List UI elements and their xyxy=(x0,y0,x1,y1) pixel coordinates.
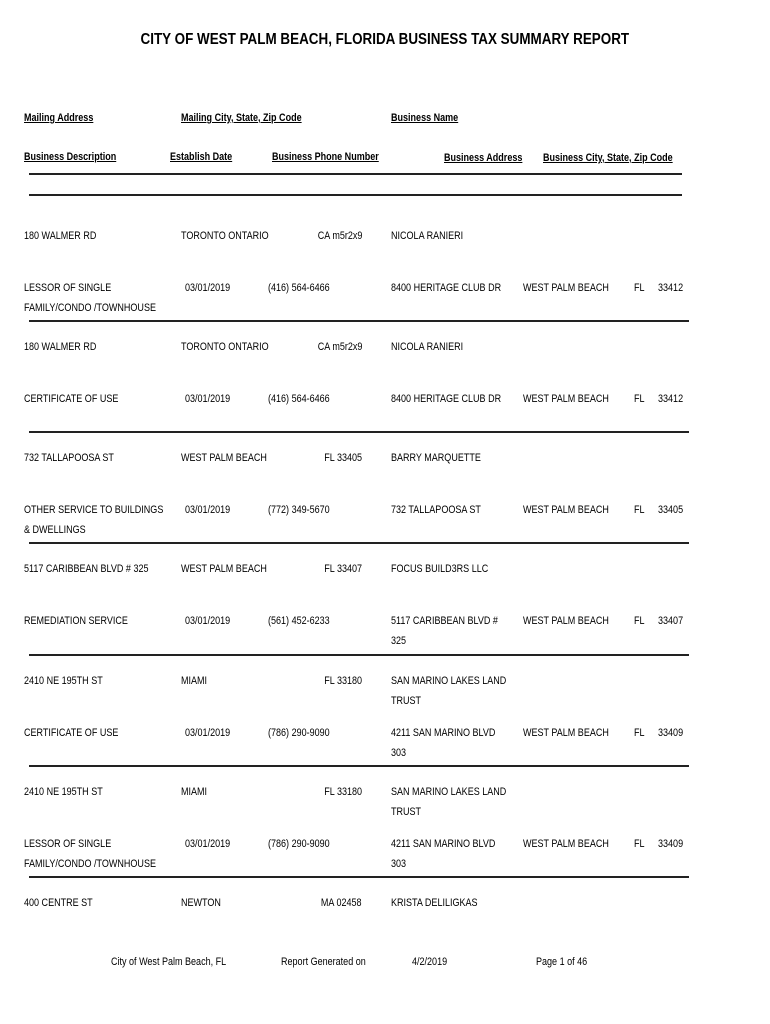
business-name: SAN MARINO LAKES LAND xyxy=(391,786,507,798)
business-address: 8400 HERITAGE CLUB DR xyxy=(391,393,502,405)
mailing-city: TORONTO ONTARIO xyxy=(181,341,269,353)
business-address: 303 xyxy=(391,858,407,870)
business-phone: (772) 349-5670 xyxy=(268,504,330,516)
header-business-description: Business Description xyxy=(24,151,117,163)
business-address: 325 xyxy=(391,635,407,647)
mailing-address: 180 WALMER RD xyxy=(24,341,97,353)
business-description: & DWELLINGS xyxy=(24,524,86,536)
mailing-address: 2410 NE 195TH ST xyxy=(24,675,103,687)
mailing-state-zip: FL 33180 xyxy=(324,675,362,687)
business-description: OTHER SERVICE TO BUILDINGS xyxy=(24,504,164,516)
mailing-state-zip: CA m5r2x9 xyxy=(317,230,362,242)
business-phone: (786) 290-9090 xyxy=(268,838,330,850)
mailing-state-zip: FL 33407 xyxy=(324,563,362,575)
business-zip: 33412 xyxy=(658,393,684,405)
header-business-phone: Business Phone Number xyxy=(272,151,379,163)
mailing-city: MIAMI xyxy=(181,675,208,687)
header-business-city: Business City, State, Zip Code xyxy=(543,152,673,164)
business-state: FL xyxy=(634,615,645,627)
business-name: TRUST xyxy=(391,695,422,707)
business-state: FL xyxy=(634,727,645,739)
business-description: FAMILY/CONDO /TOWNHOUSE xyxy=(24,302,156,314)
business-name: KRISTA DELILIGKAS xyxy=(391,897,478,909)
business-phone: (416) 564-6466 xyxy=(268,393,330,405)
business-name: NICOLA RANIERI xyxy=(391,230,464,242)
mailing-state-zip: FL 33405 xyxy=(324,452,362,464)
mailing-address: 2410 NE 195TH ST xyxy=(24,786,103,798)
business-name: TRUST xyxy=(391,806,422,818)
mailing-address: 180 WALMER RD xyxy=(24,230,97,242)
record-divider xyxy=(29,765,689,767)
business-city: WEST PALM BEACH xyxy=(523,838,609,850)
establish-date: 03/01/2019 xyxy=(185,504,231,516)
mailing-city: WEST PALM BEACH xyxy=(181,563,267,575)
mailing-state-zip: CA m5r2x9 xyxy=(317,341,362,353)
business-state: FL xyxy=(634,393,645,405)
header-rule-top xyxy=(29,173,682,175)
mailing-state-zip: FL 33180 xyxy=(324,786,362,798)
business-address: 732 TALLAPOOSA ST xyxy=(391,504,481,516)
business-address: 4211 SAN MARINO BLVD xyxy=(391,838,496,850)
header-rule-bottom xyxy=(29,194,682,196)
footer-generated-date: 4/2/2019 xyxy=(412,956,448,968)
business-state: FL xyxy=(634,838,645,850)
business-state: FL xyxy=(634,282,645,294)
mailing-address: 400 CENTRE ST xyxy=(24,897,93,909)
establish-date: 03/01/2019 xyxy=(185,282,231,294)
business-zip: 33405 xyxy=(658,504,684,516)
establish-date: 03/01/2019 xyxy=(185,838,231,850)
business-name: SAN MARINO LAKES LAND xyxy=(391,675,507,687)
mailing-city: NEWTON xyxy=(181,897,221,909)
business-name: FOCUS BUILD3RS LLC xyxy=(391,563,489,575)
business-phone: (786) 290-9090 xyxy=(268,727,330,739)
business-description: LESSOR OF SINGLE xyxy=(24,282,112,294)
business-phone: (416) 564-6466 xyxy=(268,282,330,294)
business-address: 5117 CARIBBEAN BLVD # xyxy=(391,615,498,627)
business-description: CERTIFICATE OF USE xyxy=(24,727,119,739)
business-address: 8400 HERITAGE CLUB DR xyxy=(391,282,502,294)
business-zip: 33409 xyxy=(658,727,684,739)
business-city: WEST PALM BEACH xyxy=(523,393,609,405)
mailing-address: 5117 CARIBBEAN BLVD # 325 xyxy=(24,563,149,575)
footer-page-number: Page 1 of 46 xyxy=(536,956,588,968)
business-description: FAMILY/CONDO /TOWNHOUSE xyxy=(24,858,156,870)
header-business-address: Business Address xyxy=(444,152,523,164)
establish-date: 03/01/2019 xyxy=(185,727,231,739)
header-business-name: Business Name xyxy=(391,112,459,124)
business-zip: 33409 xyxy=(658,838,684,850)
footer-generated-label: Report Generated on xyxy=(281,956,366,968)
business-zip: 33412 xyxy=(658,282,684,294)
mailing-city: WEST PALM BEACH xyxy=(181,452,267,464)
record-divider xyxy=(29,876,689,878)
business-address: 303 xyxy=(391,747,407,759)
footer-city: City of West Palm Beach, FL xyxy=(111,956,227,968)
header-mailing-city: Mailing City, State, Zip Code xyxy=(181,112,302,124)
business-address: 4211 SAN MARINO BLVD xyxy=(391,727,496,739)
mailing-city: MIAMI xyxy=(181,786,208,798)
business-city: WEST PALM BEACH xyxy=(523,727,609,739)
business-city: WEST PALM BEACH xyxy=(523,282,609,294)
record-divider xyxy=(29,654,689,656)
mailing-state-zip: MA 02458 xyxy=(321,897,362,909)
header-mailing-address: Mailing Address xyxy=(24,112,94,124)
business-name: NICOLA RANIERI xyxy=(391,341,464,353)
report-title: CITY OF WEST PALM BEACH, FLORIDA BUSINESS TAX SUMMARY REPORT xyxy=(140,31,630,48)
business-state: FL xyxy=(634,504,645,516)
business-name: BARRY MARQUETTE xyxy=(391,452,481,464)
establish-date: 03/01/2019 xyxy=(185,615,231,627)
mailing-address: 732 TALLAPOOSA ST xyxy=(24,452,114,464)
business-phone: (561) 452-6233 xyxy=(268,615,330,627)
establish-date: 03/01/2019 xyxy=(185,393,231,405)
business-city: WEST PALM BEACH xyxy=(523,504,609,516)
business-description: CERTIFICATE OF USE xyxy=(24,393,119,405)
business-zip: 33407 xyxy=(658,615,684,627)
record-divider xyxy=(29,320,689,322)
record-divider xyxy=(29,431,689,433)
mailing-city: TORONTO ONTARIO xyxy=(181,230,269,242)
business-description: LESSOR OF SINGLE xyxy=(24,838,112,850)
header-establish-date: Establish Date xyxy=(170,151,233,163)
business-description: REMEDIATION SERVICE xyxy=(24,615,128,627)
record-divider xyxy=(29,542,689,544)
business-city: WEST PALM BEACH xyxy=(523,615,609,627)
